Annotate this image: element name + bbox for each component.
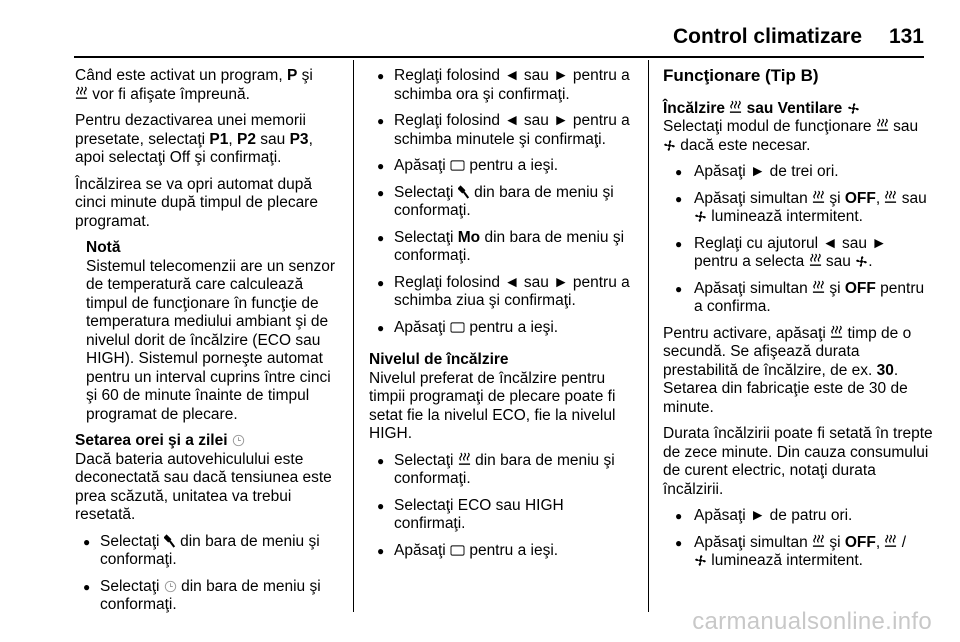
list-item: ● Apăsaţi pentru a ieşi. <box>369 319 637 338</box>
list-item: ● Apăsaţi simultan şi OFF, sau luminează intermitent. <box>663 190 933 227</box>
list-item: ● Apăsaţi pentru a ieşi. <box>369 542 637 561</box>
paragraph: Pentru activare, apăsaţi timp de o secundă. Se afişează durata prestabilită de încălzire, de ex. 30. Setarea din fabricaţie este de 30 de minute. <box>663 324 912 416</box>
list-item: ● Apăsaţi pentru a ieşi. <box>369 157 637 176</box>
bullet-list <box>75 533 343 615</box>
note-title: Notă <box>86 239 121 256</box>
fan-icon <box>663 139 676 152</box>
bullet-list <box>663 507 933 571</box>
section-title: Funcţionare (Tip B) <box>663 66 819 85</box>
heating-icon <box>75 86 88 101</box>
heating-icon <box>884 534 897 549</box>
fan-icon <box>847 102 860 115</box>
bullet-list <box>663 163 933 317</box>
section-heading: Încălzire sau Ventilare <box>663 100 933 119</box>
list-item: ● Selectaţi din bara de meniu şi conformaţi. <box>75 578 343 615</box>
wrench-icon <box>458 185 470 199</box>
section-heading: Setarea orei şi a zilei <box>75 432 343 451</box>
bullet-list <box>369 452 637 561</box>
fan-icon <box>855 255 868 268</box>
exit-button-icon <box>450 321 465 334</box>
list-item: ● Apăsaţi simultan şi OFF pentru a confirma. <box>663 280 933 317</box>
column-divider <box>353 60 354 612</box>
paragraph: Când este activat un program, P şi vor fi afişate împreună. <box>75 67 313 103</box>
list-item: ● Apăsaţi ► de patru ori. <box>663 507 933 526</box>
list-item: ● Reglaţi cu ajutorul ◄ sau ► pentru a selecta sau . <box>663 235 933 272</box>
heating-icon <box>809 253 822 268</box>
paragraph: Încălzirea se va opri automat după cinci minute după timpul de plecare programat. <box>75 175 318 230</box>
note <box>86 239 343 424</box>
column-3 <box>663 67 933 579</box>
list-item: ● Selectaţi din bara de meniu şi conformaţi. <box>369 184 637 221</box>
list-item: ● Apăsaţi ► de trei ori. <box>663 163 933 182</box>
header-rule <box>74 56 924 58</box>
column-2 <box>369 67 637 568</box>
heating-icon <box>812 190 825 205</box>
watermark: carmanualsonline.info <box>692 608 932 635</box>
paragraph: Durata încălzirii poate fi setată în trepte de zece minute. Din cauza consumului de curent electric, notaţi durata încălzirii. <box>663 425 933 498</box>
section-heading: Nivelul de încălzire <box>369 351 509 368</box>
heating-icon <box>830 325 843 340</box>
list-item: ● Reglaţi folosind ◄ sau ► pentru a schimba ora şi confirmaţi. <box>369 67 637 104</box>
fan-icon <box>694 554 707 567</box>
page-title: Control climatizare <box>672 25 862 48</box>
list-item: ● Apăsaţi simultan şi OFF, / luminează intermitent. <box>663 534 933 571</box>
clock-icon <box>164 580 177 593</box>
paragraph: Selectaţi modul de funcţionare sau dacă este necesar. <box>663 118 919 154</box>
exit-button-icon <box>450 159 465 172</box>
heating-icon <box>884 190 897 205</box>
column-divider <box>648 60 649 612</box>
page-number: 131 <box>888 25 924 48</box>
list-item: ● Selectaţi ECO sau HIGH confirmaţi. <box>369 497 637 534</box>
clock-icon <box>232 434 245 447</box>
paragraph: Dacă bateria autovehiculului este deconectată sau dacă tensiunea este prea scăzută, unitatea va trebui resetată. <box>75 450 332 523</box>
fan-icon <box>694 210 707 223</box>
list-item: ● Selectaţi din bara de meniu şi conformaţi. <box>75 533 343 570</box>
heating-icon <box>729 100 742 115</box>
heating-icon <box>876 118 889 133</box>
heating-icon <box>812 534 825 549</box>
bullet-list <box>369 67 637 337</box>
exit-button-icon <box>450 544 465 557</box>
wrench-icon <box>164 534 176 548</box>
paragraph: Pentru dezactivarea unei memorii presetate, selectaţi P1, P2 sau P3, apoi selectaţi Off şi confirmaţi. <box>75 112 313 166</box>
note-text: Sistemul telecomenzii are un senzor de temperatură care calculează timpul de funcţionare în funcţie de temperatura mediului ambiant şi de nivelul dorit de încălzire (ECO sau HIGH). Sistemul porneşte automat pentru un interval cuprins între cinci şi 60 de minute înainte de timpul programat de plecare. <box>86 257 335 423</box>
heating-icon <box>458 452 471 467</box>
column-1 <box>75 67 343 623</box>
page-header <box>74 22 924 52</box>
paragraph: Nivelul preferat de încălzire pentru timpii programaţi de plecare poate fi setat fie la nivelul ECO, fie la nivelul HIGH. <box>369 369 616 442</box>
list-item: ● Selectaţi din bara de meniu şi conformaţi. <box>369 452 637 489</box>
list-item: ● Selectaţi Mo din bara de meniu şi conformaţi. <box>369 229 637 266</box>
list-item: ● Reglaţi folosind ◄ sau ► pentru a schimba ziua şi confirmaţi. <box>369 274 637 311</box>
list-item: ● Reglaţi folosind ◄ sau ► pentru a schimba minutele şi confirmaţi. <box>369 112 637 149</box>
heating-icon <box>812 280 825 295</box>
